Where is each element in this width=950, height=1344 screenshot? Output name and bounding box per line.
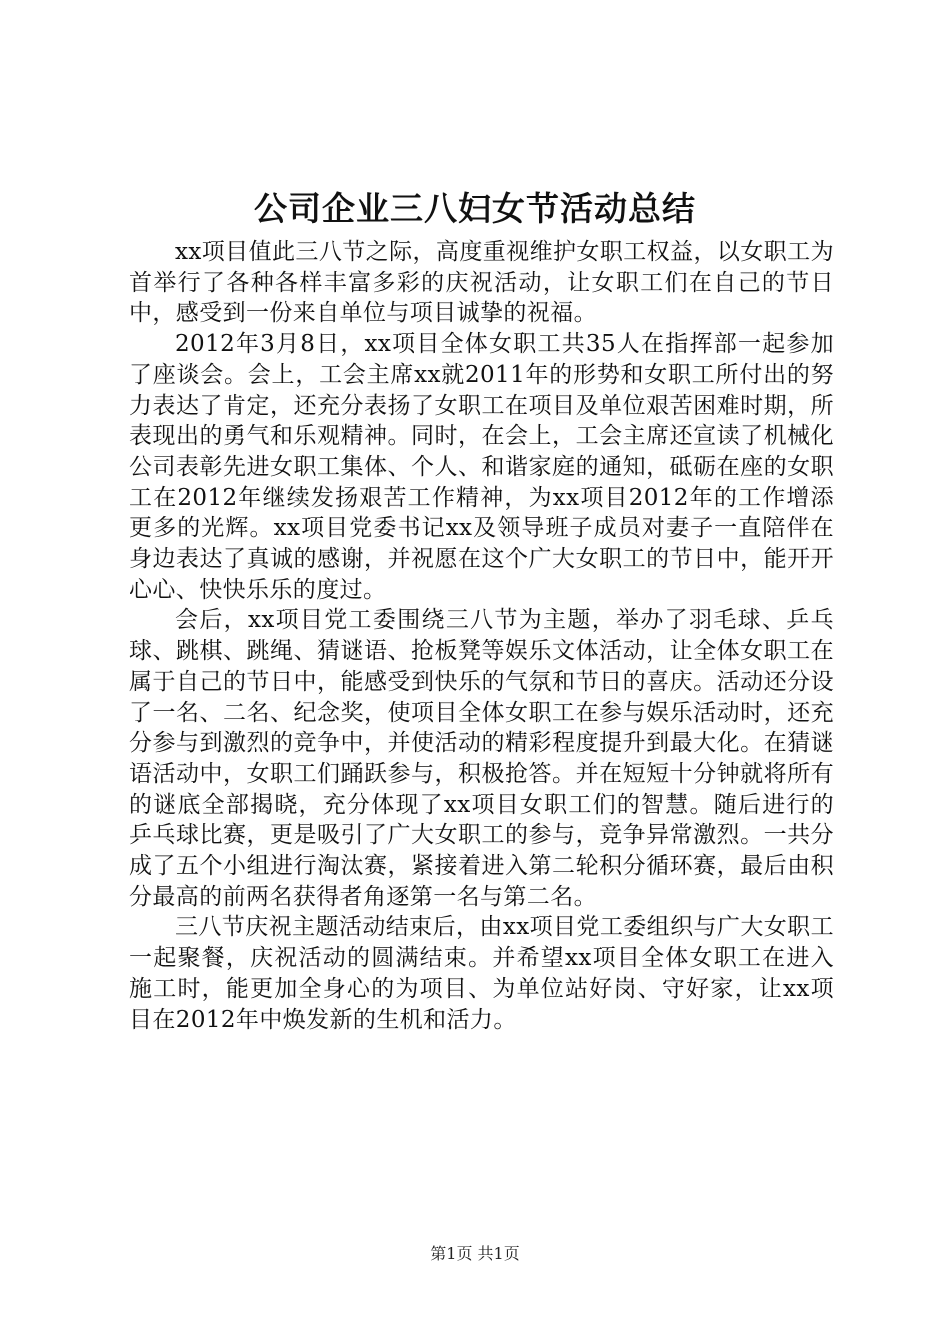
paragraph-meeting: 2012年3月8日，xx项目全体女职工共35人在指挥部一起参加了座谈会。会上，工会主席xx就2011年的形势和女职工所付出的努力表达了肯定，还充分表扬了女职工在项目及单位艰苦困难时期，所表现出的勇气和乐观精神。同时，在会上，工会主席还宣读了机械化公司表彰先进女职工集体、个人、和谐家庭的通知，砥砺在座的女职工在2012年继续发扬艰苦工作精神，为xx项目2012年的工作增添更多的光辉。xx项目党委书记xx及领导班子成员对妻子一直陪伴在身边表达了真诚的感谢，并祝愿在这个广大女职工的节日中，能开开心心、快快乐乐的度过。 [129,331,834,603]
paragraph-conclusion: 三八节庆祝主题活动结束后，由xx项目党工委组织与广大女职工一起聚餐，庆祝活动的圆满结束。并希望xx项目全体女职工在进入施工时，能更加全身心的为项目、为单位站好岗、守好家，让xx项目在2012年中焕发新的生机和活力。 [129,914,834,1033]
page-number-footer: 第1页 共1页 [430,1244,520,1263]
document-body [129,237,834,1035]
paragraph-activities: 会后，xx项目党工委围绕三八节为主题，举办了羽毛球、乒乓球、跳棋、跳绳、猜谜语、抢板凳等娱乐文体活动，让全体女职工在属于自己的节日中，能感受到快乐的气氛和节日的喜庆。活动还分设了一名、二名、纪念奖，使项目全体女职工在参与娱乐活动时，还充分参与到激烈的竞争中，并使活动的精彩程度提升到最大化。在猜谜语活动中，女职工们踊跃参与，积极抢答。并在短短十分钟就将所有的谜底全部揭晓，充分体现了xx项目女职工们的智慧。随后进行的乒乓球比赛，更是吸引了广大女职工的参与，竞争异常激烈。一共分成了五个小组进行淘汰赛，紧接着进入第二轮积分循环赛，最后由积分最高的前两名获得者角逐第一名与第二名。 [129,607,834,910]
paragraph-intro: xx项目值此三八节之际，高度重视维护女职工权益，以女职工为首举行了各种各样丰富多彩的庆祝活动，让女职工们在自己的节日中，感受到一份来自单位与项目诚挚的祝福。 [129,239,834,327]
document-title: 公司企业三八妇女节活动总结 [254,189,696,228]
